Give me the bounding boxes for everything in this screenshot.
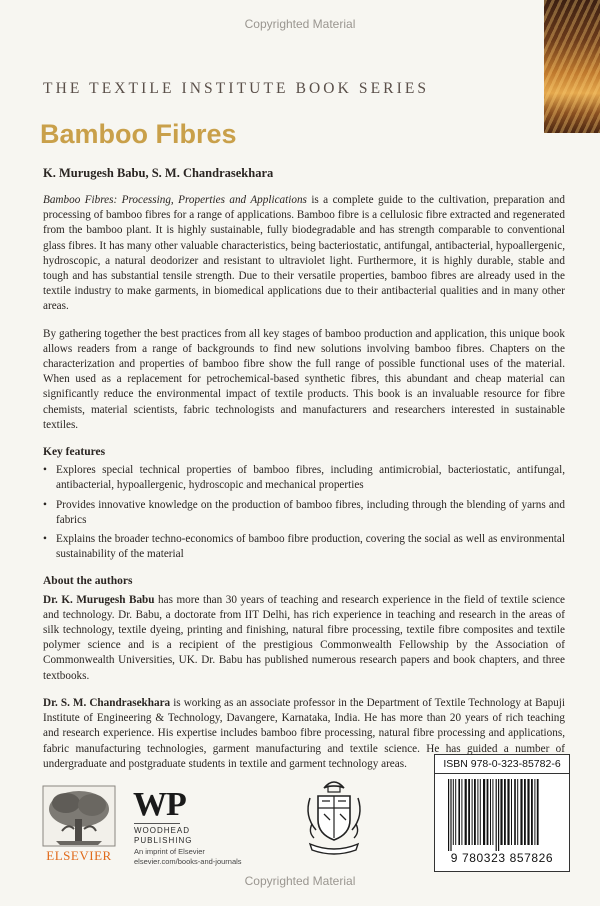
barcode-bar: [465, 779, 467, 845]
barcode-bar: [527, 779, 529, 845]
watermark-top: Copyrighted Material: [244, 17, 356, 31]
barcode-bar: [468, 779, 470, 845]
bullet-icon: •: [43, 464, 47, 477]
barcode-bar: [498, 779, 499, 851]
cover-photo-strip: [544, 0, 600, 133]
barcode-graphic: [446, 779, 558, 851]
isbn-barcode-box: [434, 754, 570, 872]
back-cover-text: [43, 193, 565, 784]
barcode-bar: [492, 779, 493, 845]
barcode-bar: [477, 779, 478, 845]
isbn-divider: [435, 773, 569, 774]
woodhead-logo: WP: [133, 786, 186, 823]
woodhead-divider: [134, 823, 180, 824]
key-features-list: [43, 463, 565, 562]
bullet-icon: •: [43, 498, 47, 511]
barcode-bar: [458, 779, 460, 845]
woodhead-publishing-label: PUBLISHING: [134, 836, 193, 845]
barcode-bar: [534, 779, 535, 845]
author-1-bio: [43, 593, 565, 684]
barcode-bar: [487, 779, 489, 845]
list-item: [43, 532, 565, 562]
publisher-url: elsevier.com/books-and-journals: [134, 857, 242, 866]
barcode-bar: [480, 779, 481, 845]
barcode-bar: [472, 779, 473, 845]
barcode-bar: [507, 779, 509, 845]
barcode-bar: [448, 779, 449, 851]
barcode-bar: [524, 779, 526, 845]
list-item: [43, 463, 565, 493]
watermark-bottom: Copyrighted Material: [244, 874, 356, 888]
elsevier-wordmark: ELSEVIER: [46, 848, 112, 863]
barcode-bar: [461, 779, 462, 845]
author-1-name: Dr. K. Murugesh Babu: [43, 593, 155, 606]
feature-text: Provides innovative knowledge on the production of bamboo fibres, including through the blending of yarns and fabrics: [56, 498, 565, 526]
book-authors: K. Murugesh Babu, S. M. Chandrasekhara: [43, 166, 274, 180]
feature-text: Explores special technical properties of bamboo fibres, including antimicrobial, bacteriostatic, antifungal, antibacterial, hypoallergenic, hydroscopic and mechanical properties: [56, 464, 565, 492]
barcode-bar: [504, 779, 506, 845]
list-item: [43, 498, 565, 528]
barcode-bar: [453, 779, 454, 845]
barcode-bar: [517, 779, 518, 845]
imprint-info: [134, 847, 242, 867]
author-2-bio-text: is working as an associate professor in the Department of Textile Technology at Bapuji Institute of Engineering & Technology, Davangere, Karnataka, India. He has more than 20 years of rich teaching and research experience. His expertise includes bamboo fibre processing, natural fibre processing and applications, fabric manufacturing technologies, garment manufacturing and textile science. He has guided a number of undergraduate and postgraduate students in textile and garment technology areas.: [43, 696, 565, 770]
author-2-name: Dr. S. M. Chandrasekhara: [43, 696, 171, 709]
barcode-bar: [490, 779, 491, 845]
barcode-bar: [514, 779, 516, 845]
barcode-bar: [483, 779, 485, 845]
description-lead-title: Bamboo Fibres: Processing, Properties and Applications: [43, 194, 307, 206]
key-features-heading: Key features: [43, 446, 106, 459]
barcode-bar: [537, 779, 539, 845]
description-paragraph-2: By gathering together the best practices from all key stages of bamboo production and application, this unique book allows readers from a range of backgrounds to find new solutions involving bamboo fibres. Chapters on the characterization and properties of bamboo fibre show the full range of possible functional uses of the material. When used as a replacement for petrochemical-based synthetic fibres, this abundant and cheap material can significantly reduce the environmental impact of textile products. This book is an invaluable resource for fibre chemists, material scientists, fabric technologists and manufacturers and researchers interested in sustainable textiles.: [43, 327, 565, 431]
woodhead-name: WOODHEAD: [134, 826, 190, 835]
book-title: Bamboo Fibres: [40, 119, 237, 149]
barcode-bar: [500, 779, 502, 845]
book-series: THE TEXTILE INSTITUTE BOOK SERIES: [43, 80, 430, 97]
description-text-1: is a complete guide to the cultivation, preparation and processing of bamboo fibres for a range of applications. Bamboo fibre is a cellulosic fibre extracted and regenerated from the bamboo plant. It is highly sustainable, fully biodegradable and has strength comparable to conventional glass fibres. It has many other valuable characteristics, being bacteriostatic, antifungal, antibacterial, hypoallergenic, hydroscopic, a natural deodorizer and resistant to ultraviolet light. Furthermore, it is highly durable, stable and tough and has substantial tensile strength. Due to their versatile properties, bamboo fibres are already used in the textile industry to make garments, in biomedical applications due to their antibacterial qualities and in many other areas.: [43, 194, 565, 313]
feature-text: Explains the broader techno-economics of bamboo fibre production, covering the social as well as environmental sustainability of the material: [56, 533, 565, 561]
author-1-bio-text: has more than 30 years of teaching and research experience in the field of textile science and technology. Dr. Babu, a doctorate from IIT Delhi, has rich experience in teaching and research in the areas of silk technology, textile dyeing, printing and finishing, natural fibre processing, textile fibre composites and textile polymer science and is a recipient of the prestigious Commonwealth Fellowship by the Association of Commonwealth Universities, UK. Dr. Babu has published numerous research papers and book chapters, and three textbooks.: [43, 593, 565, 682]
barcode-bar: [520, 779, 522, 845]
barcode-bar: [531, 779, 533, 845]
barcode-digits: 9 780323 857826: [450, 851, 554, 865]
barcode-bar: [450, 779, 451, 851]
imprint-line: An imprint of Elsevier: [134, 847, 205, 856]
description-paragraph-1: [43, 193, 565, 315]
barcode-bar: [474, 779, 476, 845]
barcode-bar: [496, 779, 497, 851]
bullet-icon: •: [43, 533, 47, 546]
barcode-bar: [511, 779, 512, 845]
isbn-label: ISBN 978-0-323-85782-6: [443, 758, 561, 770]
barcode-bar: [455, 779, 456, 845]
about-authors-heading: About the authors: [43, 575, 133, 588]
textile-institute-crest-icon: [302, 774, 366, 858]
